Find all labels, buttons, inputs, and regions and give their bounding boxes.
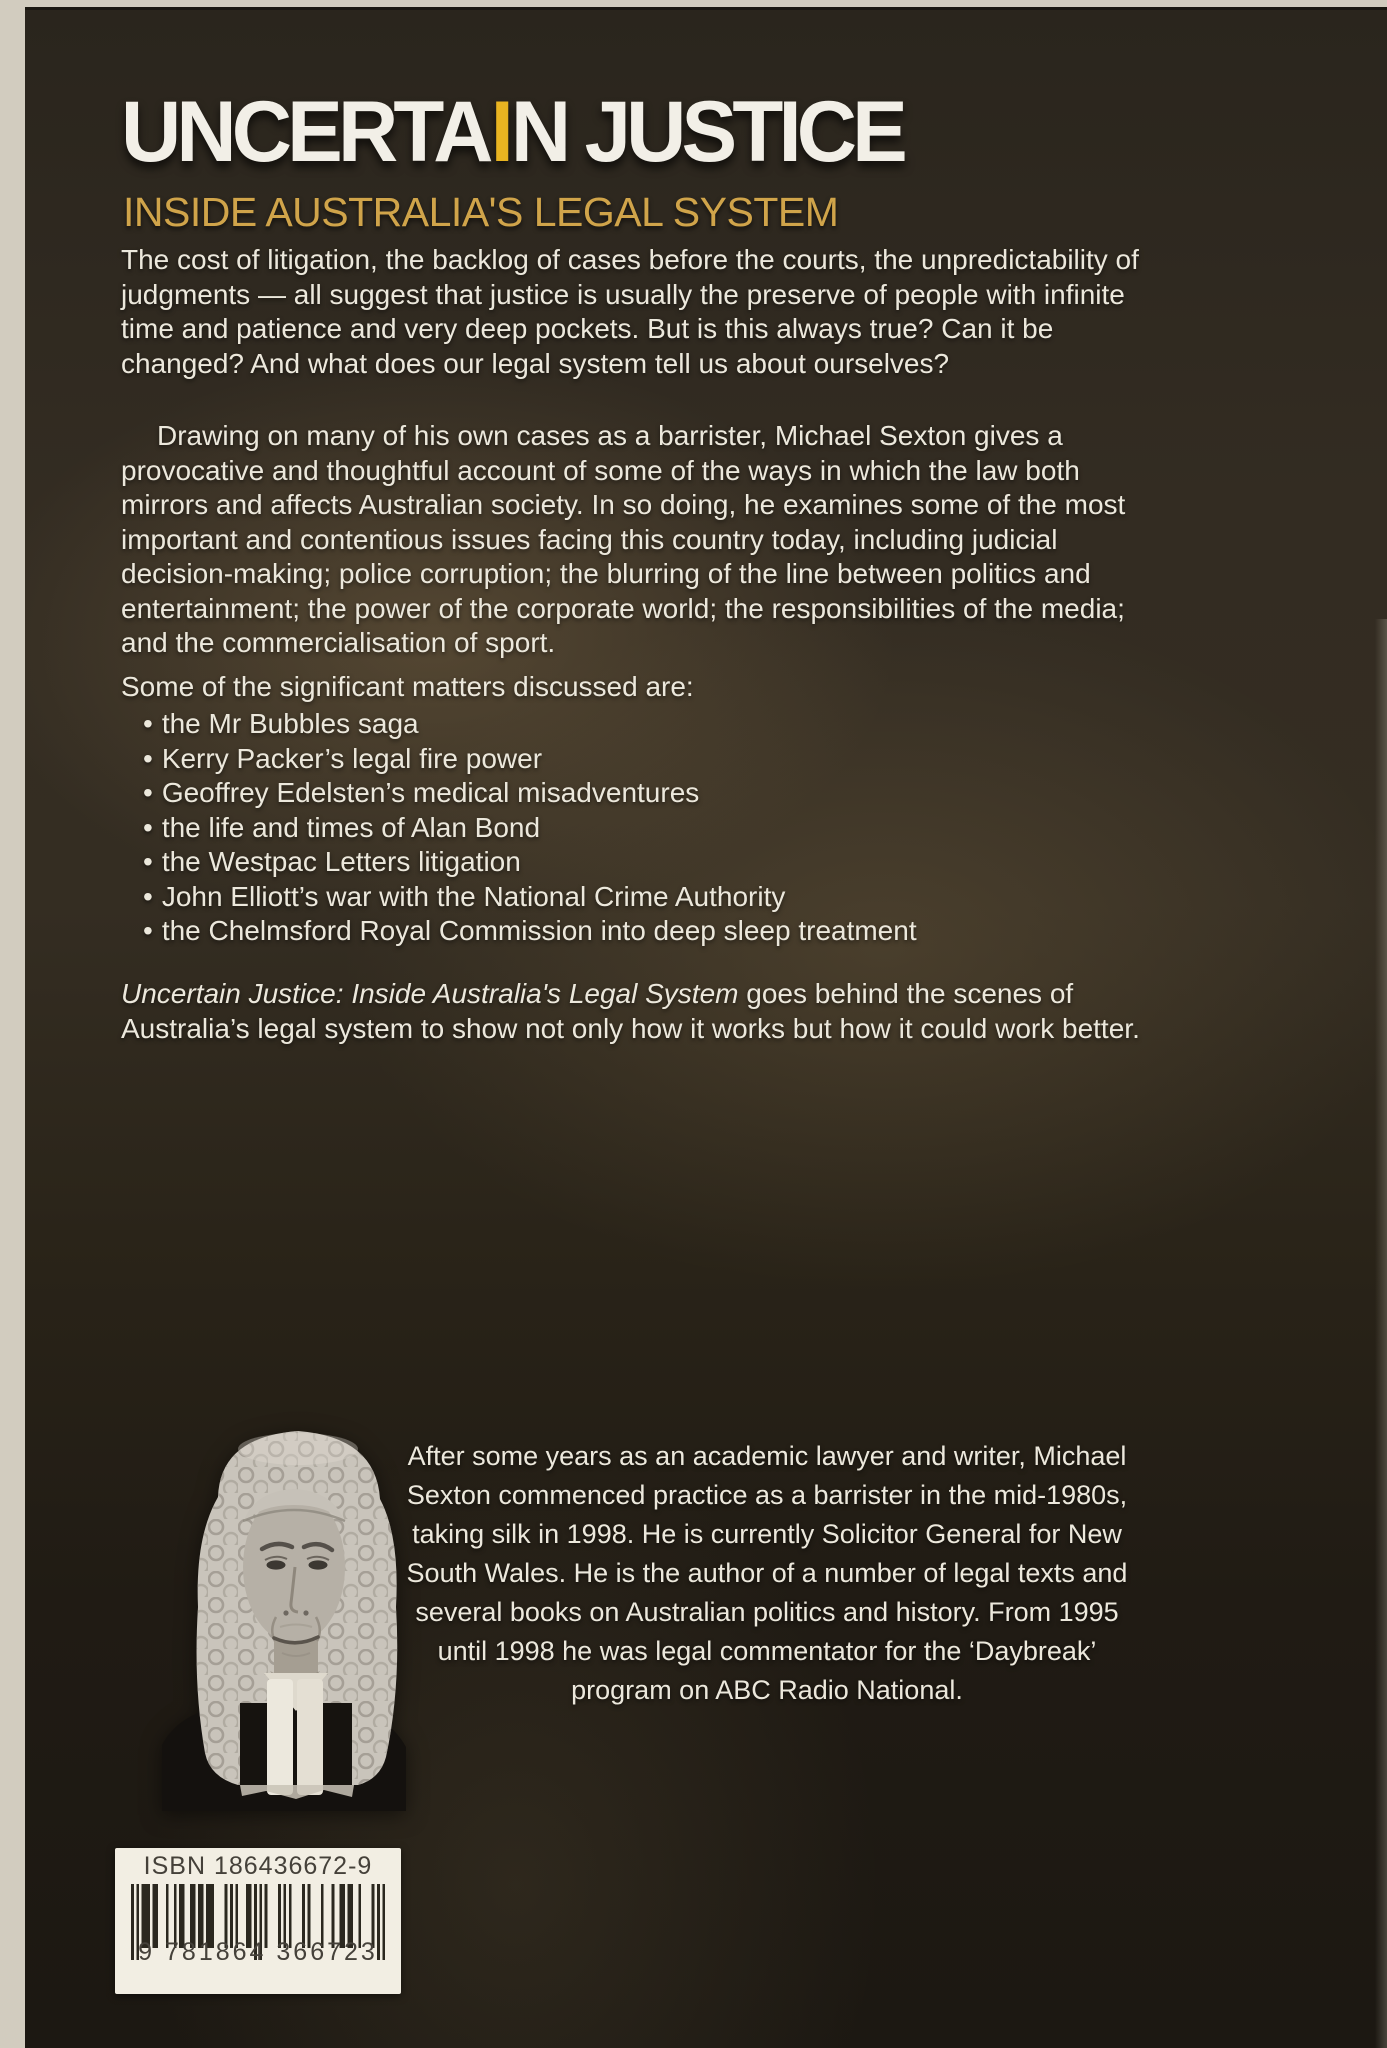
book-subtitle: INSIDE AUSTRALIA'S LEGAL SYSTEM bbox=[123, 189, 839, 235]
topics-list bbox=[143, 707, 1143, 949]
barcode-label bbox=[115, 1848, 401, 1994]
topic-item: • the life and times of Alan Bond bbox=[143, 811, 1143, 846]
book-back-cover bbox=[25, 7, 1387, 2048]
cover-top-shadow bbox=[25, 7, 1387, 10]
author-section bbox=[25, 1415, 1387, 1835]
author-photo-barrister-wig bbox=[145, 1415, 421, 1811]
closing-book-title: Uncertain Justice: Inside Australia's Legal System bbox=[121, 978, 739, 1009]
author-bio: After some years as an academic lawyer and writer, Michael Sexton commenced practice as a barrister in the mid-1980s, taking silk in 1998. He is currently Solicitor General for New South Wales. He is the author of a number of legal texts and several books on Australian politics and history. From 1995 until 1998 he was legal commentator for the ‘Daybreak’ program on ABC Radio National. bbox=[406, 1441, 1128, 1705]
title-post: N JUSTICE bbox=[510, 84, 903, 180]
book-title bbox=[121, 84, 903, 180]
barcode-digits: 9 781864 366723 bbox=[138, 1938, 378, 1966]
book-edge-highlight bbox=[1375, 619, 1387, 2048]
blurb-paragraph-1: The cost of litigation, the backlog of cases before the courts, the unpredictability of judgments — all suggest that justice is usually the preserve of people with infinite time and patience and very deep pockets. But is this always true? Can it be changed? And what does our legal system tell us about ourselves? bbox=[121, 244, 1139, 379]
masthead bbox=[121, 84, 927, 236]
topic-item: • Kerry Packer’s legal fire power bbox=[143, 742, 1143, 777]
topic-item: • John Elliott’s war with the National Crime Authority bbox=[143, 880, 1143, 915]
topic-item: • the Westpac Letters litigation bbox=[143, 845, 1143, 880]
topics-intro: Some of the significant matters discussed are: bbox=[121, 671, 694, 702]
closing-paragraph bbox=[121, 977, 1151, 1046]
topic-item: • Geoffrey Edelsten’s medical misadventures bbox=[143, 776, 1143, 811]
isbn-text: ISBN 186436672-9 bbox=[143, 1852, 373, 1880]
closing-text: goes behind the scenes of Australia’s legal system to show not only how it works but how it could work better. bbox=[121, 978, 1140, 1044]
title-accent-letter: I bbox=[490, 84, 509, 180]
title-pre: UNCERTA bbox=[121, 84, 489, 180]
topic-item: • the Chelmsford Royal Commission into deep sleep treatment bbox=[143, 914, 1143, 949]
blurb-paragraph-2: Drawing on many of his own cases as a barrister, Michael Sexton gives a provocative and thoughtful account of some of the ways in which the law both mirrors and affects Australian society. In so doing, he examines some of the most important and contentious issues facing this country today, including judicial decision-making; police corruption; the blurring of the line between politics and entertainment; the power of the corporate world; the responsibilities of the media; and the commercialisation of sport. bbox=[121, 420, 1126, 658]
topic-item: • the Mr Bubbles saga bbox=[143, 707, 1143, 742]
